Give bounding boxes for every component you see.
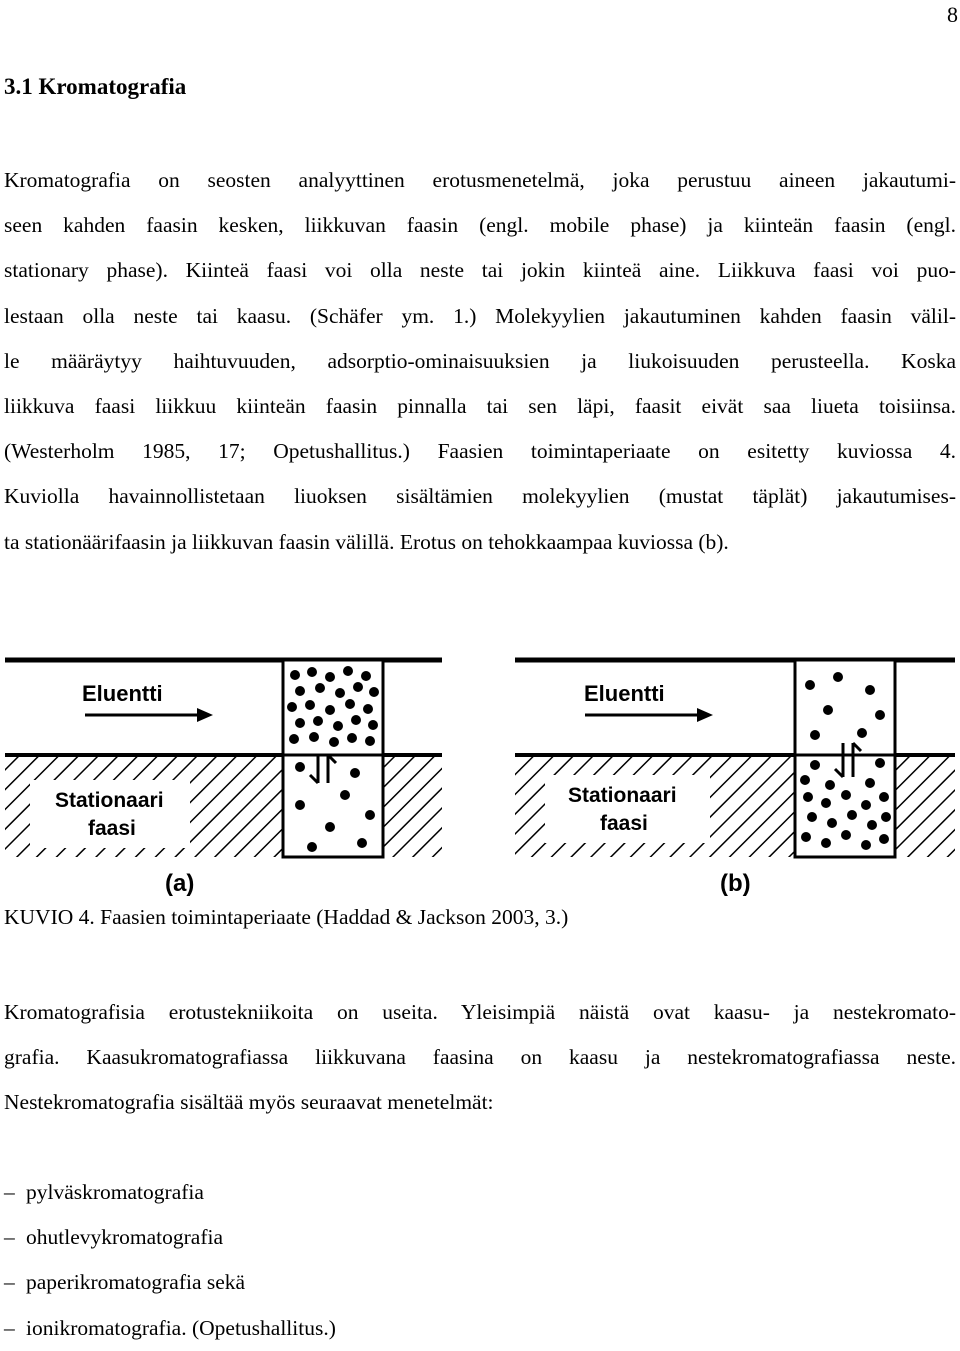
paragraph-line: ta stationäärifaasin ja liikkuvan faasin välillä. Erotus on tehokkaampaa kuviossa (b). [4,529,729,554]
eluent-label: Eluentti [82,681,163,706]
paragraph-line: liikkuva faasi liikkuu kiinteän faasin pinnalla tai sen läpi, faasit eivät saa liueta toisiinsa. [4,394,956,419]
panel-b [515,660,955,897]
molecule-dot [861,840,871,850]
dash-bullet: – [4,1180,15,1204]
molecule-dot [823,705,833,715]
molecule-dot [309,732,319,742]
molecule-dot [340,790,350,800]
stationary-label-line2: faasi [600,812,648,835]
dash-bullet: – [4,1315,15,1340]
molecule-dot [305,700,315,710]
molecule-dot [857,728,867,738]
list-item: – paperikromatografia sekä [4,1260,336,1305]
molecule-dot [807,812,817,822]
molecule-dot [335,688,345,698]
molecule-dot [313,716,323,726]
molecule-dot [875,758,885,768]
molecule-dot [363,704,373,714]
molecule-dot [841,830,851,840]
eluent-label: Eluentti [584,681,665,706]
chromatography-figure [0,655,960,905]
molecule-dot [368,720,378,730]
molecule-dot [307,667,317,677]
molecule-dot [350,768,360,778]
paragraph-line: (Westerholm 1985, 17; Opetushallitus.) Faasien toimintaperiaate on esitetty kuviossa 4. [4,439,956,464]
molecule-dot [810,730,820,740]
stationary-label-line1: Stationaari [55,789,164,812]
molecule-dot [867,820,877,830]
molecule-dot [333,721,343,731]
arrow-right-icon [85,708,213,722]
molecule-dot [345,699,355,709]
molecule-dot [861,800,871,810]
molecule-dot [827,818,837,828]
paragraph-line: Kromatografia on seosten analyyttinen erotusmenetelmä, joka perustuu aineen jakautumi- [4,168,956,192]
page-number: 8 [947,2,958,27]
paragraph-line: grafia. Kaasukromatografiassa liikkuvana faasina on kaasu ja nestekromatografiassa neste. [4,1045,956,1070]
molecule-dot [821,798,831,808]
molecule-dot [347,733,357,743]
molecule-dot [295,686,305,696]
molecule-dot [879,792,889,802]
list-item: – ohutlevykromatografia [4,1215,336,1260]
panel-label: (b) [720,870,751,897]
molecule-dot [343,666,353,676]
molecule-dot [325,705,335,715]
molecule-dot [295,718,305,728]
molecule-dot [847,810,857,820]
stationary-label-line1: Stationaari [568,784,677,807]
molecule-dot [865,685,875,695]
molecule-dot [875,710,885,720]
molecule-dot [881,812,891,822]
molecule-dot [290,670,300,680]
panel-label: (a) [165,870,195,897]
paragraph-line: Nestekromatografia sisältää myös seuraavat menetelmät: [4,1090,494,1115]
molecule-dot [325,822,335,832]
paragraph-line: Kuviolla havainnollistetaan liuoksen sisältämien molekyylien (mustat täplät) jakautumises- [4,484,956,509]
molecule-dot [369,687,379,697]
molecule-dot [879,834,889,844]
paragraph-line: le määräytyy haihtuvuuden, adsorptio-ominaisuuksien ja liukoisuuden perusteella. Koska [4,348,956,373]
paragraph-line: Kromatografisia erotustekniikoita on useita. Yleisimpiä näistä ovat kaasu- ja nestekromato- [4,1000,956,1024]
dash-bullet: – [4,1270,15,1295]
molecule-dot [821,838,831,848]
molecule-dot [365,810,375,820]
molecule-dot [841,790,851,800]
molecule-dot [295,800,305,810]
stationary-label-line2: faasi [88,817,136,840]
section-heading: 3.1 Kromatografia [4,74,187,99]
list-item: – ionikromatografia. (Opetushallitus.) [4,1306,336,1351]
molecule-dot [810,760,820,770]
molecule-dot [329,737,339,747]
molecule-dot [289,734,299,744]
methods-list [4,1170,336,1351]
mobile-phase-cell [795,660,895,755]
molecule-dot [353,682,363,692]
figure-caption: KUVIO 4. Faasien toimintaperiaate (Haddad & Jackson 2003, 3.) [4,905,569,929]
arrow-right-icon [585,708,713,722]
molecule-dot [351,715,361,725]
molecule-dot [801,832,811,842]
paragraph-line: seen kahden faasin kesken, liikkuvan faasin (engl. mobile phase) ja kiinteän faasin (engl. [4,213,956,238]
molecule-dot [365,736,375,746]
molecule-dot [287,702,297,712]
paragraph-line: lestaan olla neste tai kaasu. (Schäfer ym. 1.) Molekyylien jakautuminen kahden faasin välil- [4,303,956,328]
molecule-dot [315,683,325,693]
molecule-dot [357,838,367,848]
molecule-dot [295,762,305,772]
paragraph-line: stationary phase). Kiinteä faasi voi olla neste tai jokin kiinteä aine. Liikkuva faasi voi puo- [4,258,956,283]
molecule-dot [800,775,810,785]
molecule-dot [803,792,813,802]
molecule-dot [833,672,843,682]
molecule-dot [825,780,835,790]
paragraph-intro [4,158,956,565]
molecule-dot [805,680,815,690]
molecule-dot [865,778,875,788]
paragraph-methods [4,990,956,1126]
panel-a [5,660,442,897]
molecule-dot [307,842,317,852]
list-item: – pylväskromatografia [4,1170,336,1215]
molecule-dot [325,672,335,682]
dash-bullet: – [4,1225,15,1250]
molecule-dot [361,671,371,681]
